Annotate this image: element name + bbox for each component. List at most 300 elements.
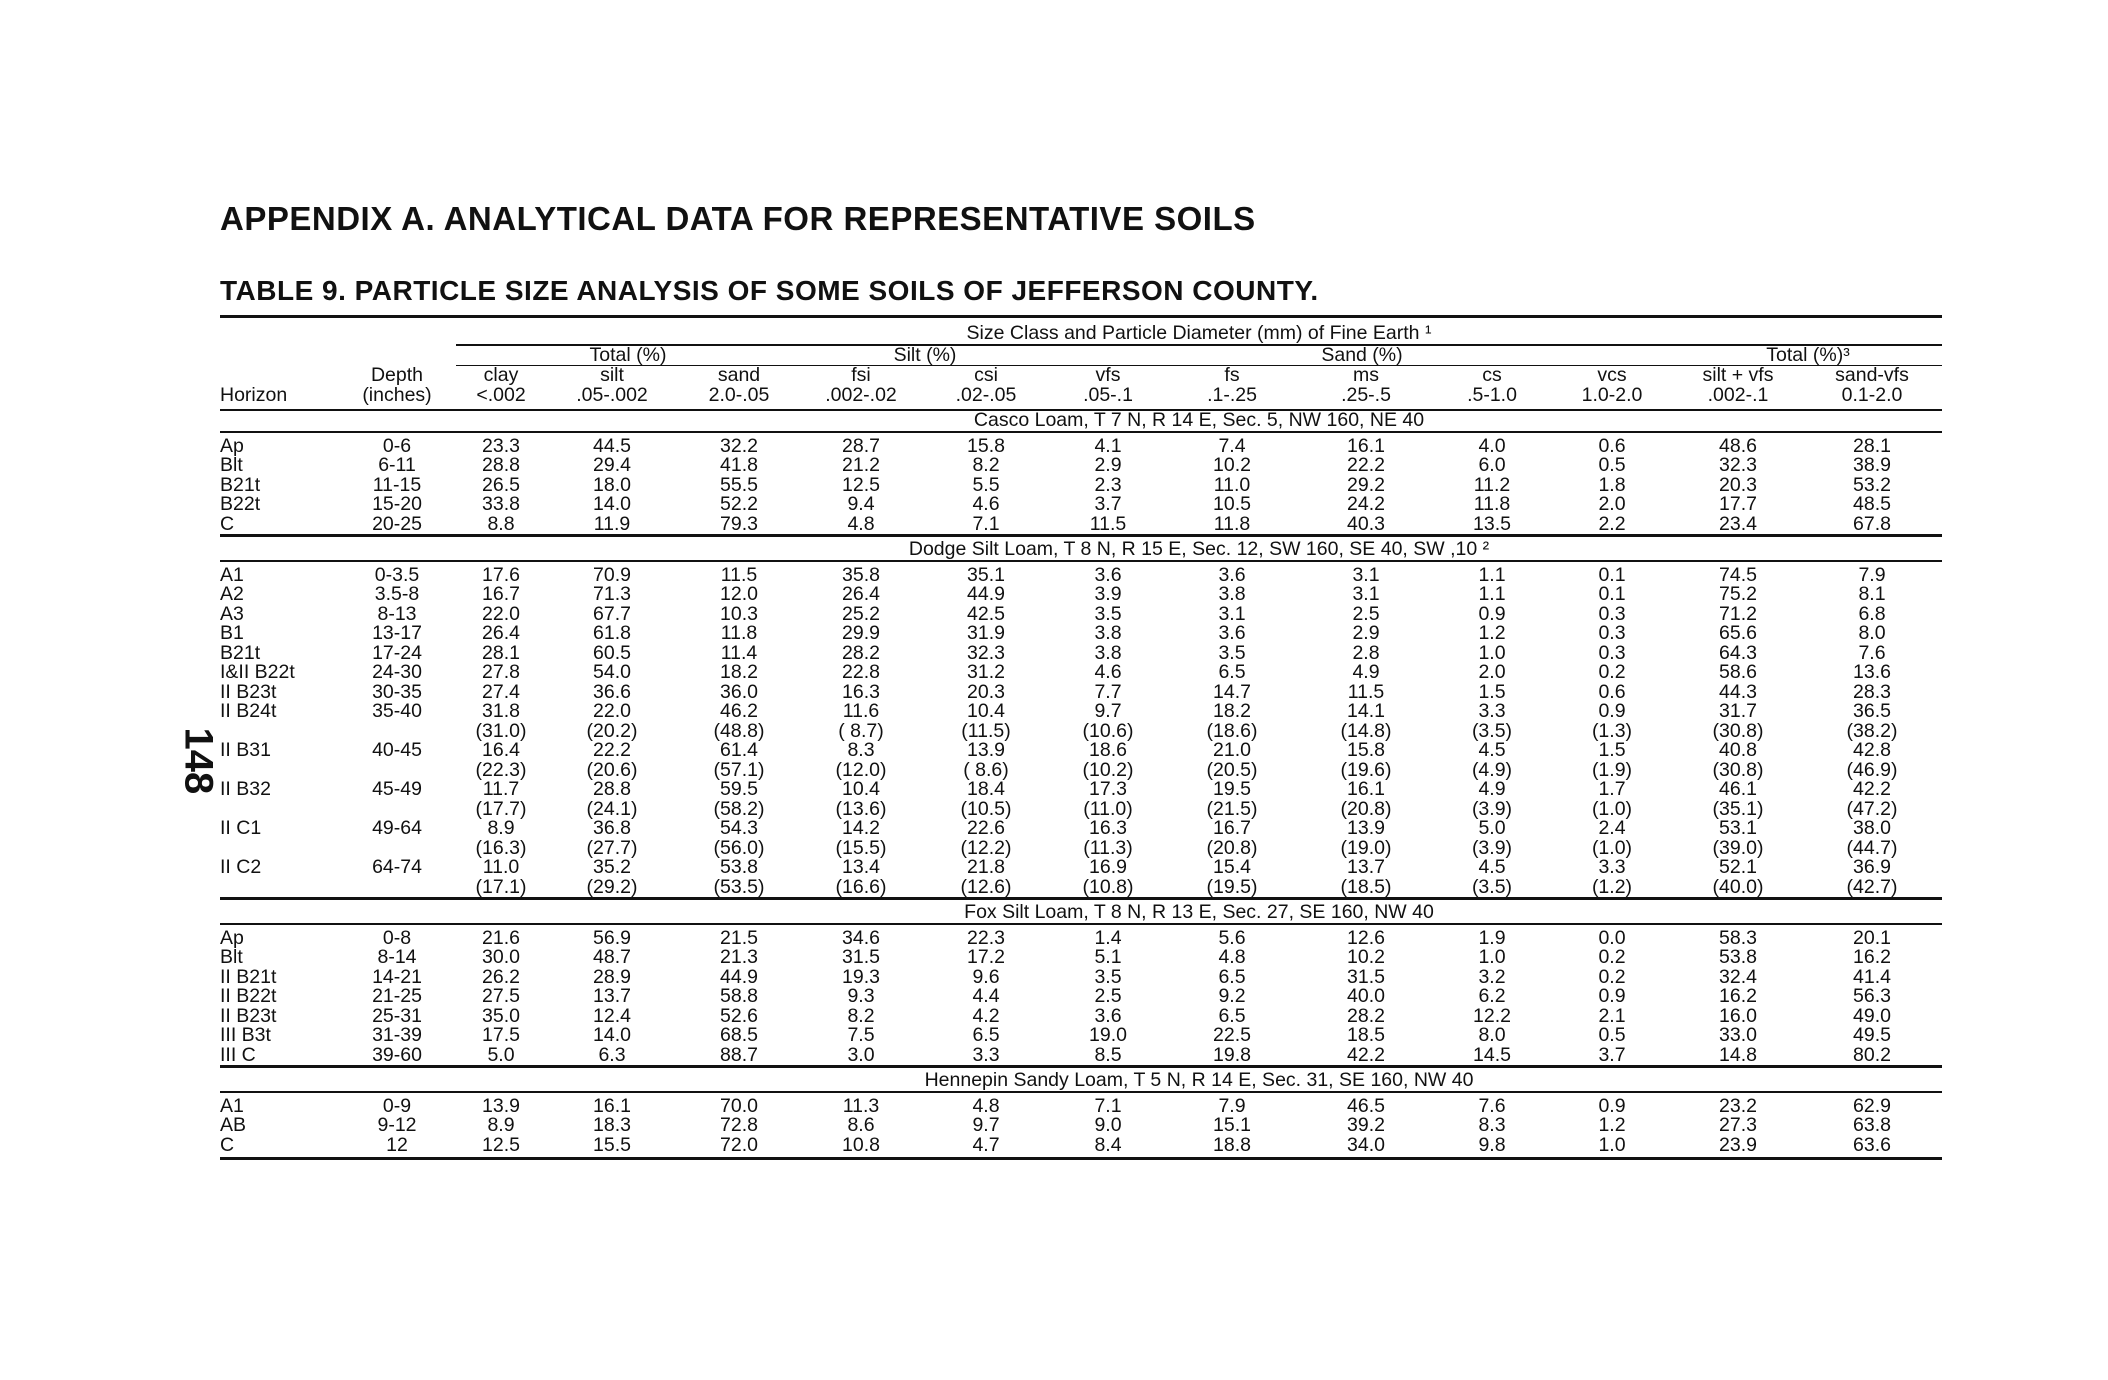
value-cell: 12.4 bbox=[593, 1004, 631, 1027]
value-cell: 65.6 bbox=[1719, 622, 1757, 644]
value-cell: 21.6 bbox=[482, 926, 520, 949]
value-cell: 7.1 bbox=[972, 512, 1000, 535]
depth-cell: 3.5-8 bbox=[374, 583, 420, 605]
value-cell: 14.5 bbox=[1473, 1043, 1511, 1066]
value-cell: 10.8 bbox=[842, 1133, 880, 1156]
table-title: TABLE 9. PARTICLE SIZE ANALYSIS OF SOME SOILS OF JEFFERSON COUNTY. bbox=[220, 275, 1319, 306]
depth-cell: 35-40 bbox=[372, 700, 422, 722]
value-cell: 22.3 bbox=[967, 926, 1005, 949]
value-cell: 7.6 bbox=[1478, 1094, 1506, 1117]
column-header-label: vcs bbox=[1597, 364, 1627, 386]
horizon-cell: Ap bbox=[220, 434, 244, 457]
value-cell: 7.4 bbox=[1218, 434, 1246, 457]
value-cell: 3.5 bbox=[1094, 965, 1122, 988]
value-cell: 19.3 bbox=[842, 965, 880, 988]
depth-cell: 0-3.5 bbox=[374, 563, 420, 586]
value-cell: 8.6 bbox=[847, 1114, 875, 1136]
value-cell: 2.8 bbox=[1352, 641, 1380, 664]
value-cell: 67.7 bbox=[593, 602, 631, 625]
value-cell: (20.8) bbox=[1340, 797, 1392, 820]
value-cell: 40.0 bbox=[1347, 985, 1385, 1007]
value-cell: 88.7 bbox=[720, 1043, 758, 1066]
value-cell: (11.5) bbox=[961, 719, 1011, 742]
value-cell: 32.3 bbox=[967, 641, 1005, 664]
value-cell: 27.4 bbox=[482, 680, 520, 703]
value-cell: 1.4 bbox=[1094, 926, 1122, 949]
value-cell: 1.0 bbox=[1478, 641, 1506, 664]
value-cell: 16.7 bbox=[1213, 817, 1251, 839]
value-cell: 17.3 bbox=[1089, 778, 1127, 800]
value-cell: 1.0 bbox=[1478, 946, 1506, 968]
value-cell: 18.2 bbox=[1213, 700, 1251, 722]
table-row bbox=[220, 780, 1942, 800]
column-header-range: 2.0-.05 bbox=[708, 383, 770, 406]
value-cell: 26.5 bbox=[482, 473, 520, 496]
table-row bbox=[220, 624, 1942, 644]
value-cell: 58.6 bbox=[1719, 661, 1757, 683]
value-cell: 8.9 bbox=[487, 817, 515, 839]
value-cell: (11.0) bbox=[1083, 797, 1133, 820]
value-cell: 9.4 bbox=[847, 493, 875, 515]
depth-cell: 20-25 bbox=[372, 512, 422, 535]
appendix-title: APPENDIX A. ANALYTICAL DATA FOR REPRESENTATIVE SOILS bbox=[220, 200, 1256, 237]
depth-cell bbox=[338, 878, 456, 899]
value-cell: 36.8 bbox=[593, 817, 631, 839]
value-cell: 0.0 bbox=[1598, 926, 1626, 949]
table-row bbox=[220, 800, 1942, 820]
value-cell: 71.3 bbox=[593, 583, 631, 605]
value-cell: 18.6 bbox=[1089, 739, 1127, 761]
value-cell: 3.6 bbox=[1094, 563, 1122, 586]
value-cell: 5.6 bbox=[1218, 926, 1246, 949]
horizon-cell: Ap bbox=[220, 926, 244, 949]
depth-cell: 9-12 bbox=[377, 1114, 417, 1136]
value-cell: (1.2) bbox=[1591, 875, 1633, 898]
value-cell: 28.7 bbox=[842, 434, 880, 457]
value-cell: 55.5 bbox=[720, 473, 758, 496]
column-header-label: sand-vfs bbox=[1835, 364, 1909, 386]
group-total3: Total (%)³ bbox=[1674, 345, 1942, 366]
value-cell: 1.1 bbox=[1478, 563, 1506, 586]
value-cell: 46.5 bbox=[1347, 1094, 1385, 1117]
group-total: Total (%) bbox=[456, 345, 800, 366]
horizon-cell: B22t bbox=[220, 493, 261, 515]
value-cell: 28.1 bbox=[482, 641, 520, 664]
value-cell: (16.6) bbox=[835, 875, 887, 898]
value-cell: 48.5 bbox=[1853, 493, 1891, 515]
value-cell: (18.6) bbox=[1206, 719, 1258, 742]
value-cell: 4.7 bbox=[972, 1133, 1000, 1156]
column-header-label: fs bbox=[1224, 364, 1240, 386]
value-cell: 58.8 bbox=[720, 985, 758, 1007]
value-cell: 13.7 bbox=[593, 985, 631, 1007]
value-cell: 13.4 bbox=[842, 856, 880, 878]
value-cell: (1.9) bbox=[1591, 758, 1633, 781]
value-cell: (10.6) bbox=[1082, 719, 1134, 742]
value-cell: 8.0 bbox=[1478, 1024, 1506, 1046]
value-cell: 0.3 bbox=[1598, 602, 1626, 625]
column-header-label: fsi bbox=[851, 364, 871, 386]
value-cell: ( 8.7) bbox=[838, 719, 884, 742]
value-cell: (1.0) bbox=[1591, 836, 1633, 859]
value-cell: 13.9 bbox=[1347, 817, 1385, 839]
value-cell: 48.6 bbox=[1719, 434, 1757, 457]
value-cell: 4.4 bbox=[972, 985, 1000, 1007]
value-cell: (30.8) bbox=[1712, 758, 1764, 781]
value-cell: 11.0 bbox=[482, 856, 520, 878]
value-cell: 16.3 bbox=[1089, 817, 1127, 839]
horizon-cell: B1 bbox=[220, 622, 244, 644]
value-cell: 6.0 bbox=[1478, 454, 1506, 476]
column-header-range: .1-.25 bbox=[1207, 383, 1257, 406]
value-cell: 31.9 bbox=[967, 622, 1005, 644]
column-header-range: .02-.05 bbox=[955, 383, 1017, 406]
value-cell: 23.2 bbox=[1719, 1094, 1757, 1117]
value-cell: 1.9 bbox=[1478, 926, 1506, 949]
value-cell: (47.2) bbox=[1846, 797, 1898, 820]
value-cell: 72.8 bbox=[720, 1114, 758, 1136]
table-row bbox=[220, 1136, 1942, 1156]
value-cell: 0.3 bbox=[1598, 622, 1626, 644]
value-cell: (3.9) bbox=[1471, 797, 1513, 820]
value-cell: 13.5 bbox=[1473, 512, 1511, 535]
depth-cell: 25-31 bbox=[372, 1004, 422, 1027]
value-cell: 3.6 bbox=[1094, 1004, 1122, 1027]
value-cell: (21.5) bbox=[1206, 797, 1258, 820]
value-cell: 3.3 bbox=[1598, 856, 1626, 878]
column-header-label: sand bbox=[717, 364, 761, 386]
value-cell: 8.4 bbox=[1094, 1133, 1122, 1156]
value-cell: 21.3 bbox=[720, 946, 758, 968]
value-cell: 0.9 bbox=[1478, 602, 1506, 625]
value-cell: 0.6 bbox=[1598, 680, 1626, 703]
column-header-range: 0.1-2.0 bbox=[1841, 383, 1903, 406]
value-cell: 32.4 bbox=[1719, 965, 1757, 988]
column-header-label bbox=[220, 366, 338, 386]
value-cell: 16.2 bbox=[1719, 985, 1757, 1007]
value-cell: (29.2) bbox=[586, 875, 638, 898]
value-cell: (20.8) bbox=[1206, 836, 1258, 859]
value-cell: 3.8 bbox=[1218, 583, 1246, 605]
depth-cell: 24-30 bbox=[372, 661, 422, 683]
value-cell: 9.7 bbox=[972, 1114, 1000, 1136]
depth-cell: 64-74 bbox=[372, 856, 422, 878]
value-cell: 8.2 bbox=[972, 454, 1000, 476]
table-row bbox=[220, 605, 1942, 625]
value-cell: 28.2 bbox=[842, 641, 880, 664]
table-row bbox=[220, 819, 1942, 839]
value-cell: 54.0 bbox=[593, 661, 631, 683]
horizon-cell: Blt bbox=[220, 946, 243, 968]
value-cell: 4.9 bbox=[1478, 778, 1506, 800]
value-cell: 7.5 bbox=[847, 1024, 875, 1046]
value-cell: (1.0) bbox=[1591, 797, 1633, 820]
value-cell: 44.9 bbox=[967, 583, 1005, 605]
value-cell: 6.2 bbox=[1478, 985, 1506, 1007]
value-cell: 27.3 bbox=[1719, 1114, 1757, 1136]
value-cell: 24.2 bbox=[1347, 493, 1385, 515]
value-cell: 9.2 bbox=[1218, 985, 1246, 1007]
value-cell: 14.0 bbox=[593, 493, 631, 515]
value-cell: 49.5 bbox=[1853, 1024, 1891, 1046]
value-cell: 11.8 bbox=[1473, 493, 1511, 515]
value-cell: 35.8 bbox=[842, 563, 880, 586]
value-cell: (19.0) bbox=[1340, 836, 1392, 859]
value-cell: 7.9 bbox=[1858, 563, 1886, 586]
table-row bbox=[220, 663, 1942, 683]
value-cell: 17.2 bbox=[967, 946, 1005, 968]
value-cell: 67.8 bbox=[1853, 512, 1891, 535]
value-cell: 11.9 bbox=[593, 512, 631, 535]
value-cell: 0.9 bbox=[1598, 1094, 1626, 1117]
section-title-row bbox=[220, 540, 1942, 561]
value-cell: 14.1 bbox=[1347, 700, 1385, 722]
value-cell: 74.5 bbox=[1719, 563, 1757, 586]
value-cell: 6.8 bbox=[1858, 602, 1886, 625]
value-cell: 11.5 bbox=[720, 563, 758, 586]
value-cell: 15.8 bbox=[1347, 739, 1385, 761]
value-cell: 34.6 bbox=[842, 926, 880, 949]
depth-cell: 21-25 bbox=[372, 985, 422, 1007]
column-header-range: .002-.1 bbox=[1707, 383, 1769, 406]
depth-cell: 8-13 bbox=[377, 602, 417, 625]
value-cell: (19.6) bbox=[1340, 758, 1392, 781]
value-cell: 10.5 bbox=[1213, 493, 1251, 515]
value-cell: 19.0 bbox=[1089, 1024, 1127, 1046]
value-cell: 32.2 bbox=[720, 434, 758, 457]
value-cell: 0.5 bbox=[1598, 1024, 1626, 1046]
horizon-cell: II B31 bbox=[220, 739, 271, 761]
value-cell: 75.2 bbox=[1719, 583, 1757, 605]
value-cell: 3.8 bbox=[1094, 641, 1122, 664]
value-cell: 1.0 bbox=[1598, 1133, 1626, 1156]
value-cell: 11.7 bbox=[482, 778, 520, 800]
horizon-cell: II B24t bbox=[220, 700, 277, 722]
value-cell: 52.6 bbox=[720, 1004, 758, 1027]
value-cell: (12.0) bbox=[835, 758, 887, 781]
value-cell: 8.8 bbox=[487, 512, 515, 535]
value-cell: 48.7 bbox=[593, 946, 631, 968]
horizon-cell: I&II B22t bbox=[220, 661, 295, 683]
value-cell: 11.8 bbox=[1213, 512, 1251, 535]
value-cell: 19.8 bbox=[1213, 1043, 1251, 1066]
value-cell: (20.6) bbox=[586, 758, 638, 781]
value-cell: (19.5) bbox=[1206, 875, 1258, 898]
value-cell: 2.3 bbox=[1094, 473, 1122, 496]
value-cell: 42.2 bbox=[1347, 1043, 1385, 1066]
horizon-cell: II B21t bbox=[220, 965, 277, 988]
value-cell: 8.1 bbox=[1858, 583, 1886, 605]
value-cell: 2.1 bbox=[1598, 1004, 1626, 1027]
value-cell: 70.0 bbox=[720, 1094, 758, 1117]
value-cell: 2.5 bbox=[1094, 985, 1122, 1007]
value-cell: 4.5 bbox=[1478, 739, 1506, 761]
value-cell: 46.1 bbox=[1719, 778, 1757, 800]
value-cell: 4.0 bbox=[1478, 434, 1506, 457]
value-cell: (20.5) bbox=[1206, 758, 1258, 781]
value-cell: 53.8 bbox=[720, 856, 758, 878]
horizon-cell: B21t bbox=[220, 641, 261, 664]
value-cell: 8.2 bbox=[847, 1004, 875, 1027]
value-cell: 41.8 bbox=[720, 454, 758, 476]
value-cell: 12.5 bbox=[842, 473, 880, 496]
horizon-cell: A3 bbox=[220, 602, 244, 625]
depth-cell: 0-6 bbox=[382, 434, 412, 457]
value-cell: 40.8 bbox=[1719, 739, 1757, 761]
value-cell: 17.6 bbox=[482, 563, 520, 586]
value-cell: 72.0 bbox=[720, 1133, 758, 1156]
value-cell: 52.1 bbox=[1719, 856, 1757, 878]
section-title: Casco Loam, T 7 N, R 14 E, Sec. 5, NW 160, NE 40 bbox=[456, 410, 1942, 432]
section-title-row bbox=[220, 903, 1942, 924]
value-cell: 12.0 bbox=[720, 583, 758, 605]
value-cell: 11.5 bbox=[1347, 680, 1385, 703]
table-row bbox=[220, 761, 1942, 781]
column-header-range: Horizon bbox=[220, 383, 288, 406]
value-cell: 36.6 bbox=[593, 680, 631, 703]
column-header-range: <.002 bbox=[476, 383, 526, 406]
value-cell: 63.6 bbox=[1853, 1133, 1891, 1156]
value-cell: (3.9) bbox=[1471, 836, 1513, 859]
depth-cell: 40-45 bbox=[372, 739, 422, 761]
table-row bbox=[220, 1046, 1942, 1067]
value-cell: (20.2) bbox=[586, 719, 638, 742]
depth-cell: 13-17 bbox=[372, 622, 422, 644]
value-cell: 3.7 bbox=[1094, 493, 1122, 515]
value-cell: 80.2 bbox=[1853, 1043, 1891, 1066]
value-cell: 18.8 bbox=[1213, 1133, 1251, 1156]
value-cell: 13.7 bbox=[1347, 856, 1385, 878]
value-cell: 9.0 bbox=[1094, 1114, 1122, 1136]
table-row bbox=[220, 1097, 1942, 1117]
value-cell: 1.8 bbox=[1598, 473, 1626, 496]
value-cell: 29.4 bbox=[593, 454, 631, 476]
value-cell: 10.2 bbox=[1213, 454, 1251, 476]
value-cell: 16.7 bbox=[482, 583, 520, 605]
value-cell: 22.2 bbox=[593, 739, 631, 761]
value-cell: 28.8 bbox=[482, 454, 520, 476]
table-row bbox=[220, 929, 1942, 949]
value-cell: 10.3 bbox=[720, 602, 758, 625]
value-cell: 31.7 bbox=[1719, 700, 1757, 722]
column-header-label: cs bbox=[1482, 364, 1502, 386]
value-cell: 12.6 bbox=[1347, 926, 1385, 949]
value-cell: 42.5 bbox=[967, 602, 1005, 625]
value-cell: 4.2 bbox=[972, 1004, 1000, 1027]
column-header-label: silt + vfs bbox=[1702, 364, 1774, 386]
value-cell: (3.5) bbox=[1471, 719, 1513, 742]
value-cell: 2.0 bbox=[1598, 493, 1626, 515]
column-header-label: clay bbox=[483, 364, 519, 386]
value-cell: 26.4 bbox=[482, 622, 520, 644]
horizon-cell: C bbox=[220, 1133, 235, 1156]
value-cell: (1.3) bbox=[1591, 719, 1633, 742]
value-cell: 14.0 bbox=[593, 1024, 631, 1046]
value-cell: 44.3 bbox=[1719, 680, 1757, 703]
value-cell: (4.9) bbox=[1471, 758, 1513, 781]
value-cell: (14.8) bbox=[1340, 719, 1392, 742]
value-cell: 38.0 bbox=[1853, 817, 1891, 839]
depth-cell: 6-11 bbox=[378, 454, 416, 476]
column-header-range: .05-.002 bbox=[576, 383, 648, 406]
value-cell: 11.0 bbox=[1213, 473, 1251, 496]
depth-cell: 0-8 bbox=[382, 926, 412, 949]
value-cell: 33.0 bbox=[1719, 1024, 1757, 1046]
column-header-label: csi bbox=[974, 364, 998, 386]
value-cell: 53.8 bbox=[1719, 946, 1757, 968]
depth-cell: 17-24 bbox=[372, 641, 422, 664]
size-class-header: Size Class and Particle Diameter (mm) of Fine Earth ¹ bbox=[456, 324, 1942, 345]
horizon-cell: AB bbox=[220, 1114, 247, 1136]
value-cell: 16.0 bbox=[1719, 1004, 1757, 1027]
table-row bbox=[220, 456, 1942, 476]
depth-cell: 39-60 bbox=[372, 1043, 422, 1066]
particle-size-table bbox=[220, 315, 1942, 1160]
column-header-range: .25-.5 bbox=[1341, 383, 1391, 406]
value-cell: 2.4 bbox=[1598, 817, 1626, 839]
value-cell: (10.5) bbox=[960, 797, 1012, 820]
value-cell: 11.8 bbox=[720, 622, 758, 644]
value-cell: 14.8 bbox=[1719, 1043, 1757, 1066]
value-cell: 11.6 bbox=[842, 700, 880, 722]
depth-cell: 49-64 bbox=[372, 817, 422, 839]
value-cell: 18.2 bbox=[720, 661, 758, 683]
value-cell: 13.9 bbox=[482, 1094, 520, 1117]
value-cell: 31.5 bbox=[842, 946, 880, 968]
table-bottom-rule bbox=[220, 1155, 1942, 1159]
value-cell: 12.5 bbox=[482, 1133, 520, 1156]
value-cell: 4.8 bbox=[972, 1094, 1000, 1117]
value-cell: 16.2 bbox=[1853, 946, 1891, 968]
value-cell: 7.1 bbox=[1094, 1094, 1122, 1117]
value-cell: 3.1 bbox=[1352, 583, 1380, 605]
value-cell: 4.8 bbox=[1218, 946, 1246, 968]
column-header-label: Depth bbox=[370, 364, 424, 386]
value-cell: 3.6 bbox=[1218, 563, 1246, 586]
value-cell: 16.1 bbox=[1347, 434, 1385, 457]
depth-cell: 8-14 bbox=[377, 946, 417, 968]
table-row bbox=[220, 1026, 1942, 1046]
value-cell: 18.5 bbox=[1347, 1024, 1385, 1046]
value-cell: 11.5 bbox=[1089, 512, 1127, 535]
value-cell: 3.7 bbox=[1598, 1043, 1626, 1066]
value-cell: 9.7 bbox=[1094, 700, 1122, 722]
value-cell: 1.2 bbox=[1598, 1114, 1626, 1136]
column-header-range: 1.0-2.0 bbox=[1581, 383, 1643, 406]
table-row bbox=[220, 495, 1942, 515]
value-cell: 8.5 bbox=[1094, 1043, 1122, 1066]
value-cell: 68.5 bbox=[720, 1024, 758, 1046]
value-cell: 0.3 bbox=[1598, 641, 1626, 664]
horizon-cell: C bbox=[220, 512, 235, 535]
value-cell: 44.5 bbox=[593, 434, 631, 457]
value-cell: (12.2) bbox=[960, 836, 1012, 859]
value-cell: 2.0 bbox=[1478, 661, 1506, 683]
value-cell: 52.2 bbox=[720, 493, 758, 515]
value-cell: 4.6 bbox=[1094, 661, 1122, 683]
value-cell: 0.1 bbox=[1598, 563, 1626, 586]
depth-cell: 15-20 bbox=[372, 493, 422, 515]
value-cell: 33.8 bbox=[482, 493, 520, 515]
value-cell: 54.3 bbox=[720, 817, 758, 839]
value-cell: 28.9 bbox=[593, 965, 631, 988]
value-cell: 28.8 bbox=[593, 778, 631, 800]
value-cell: 27.5 bbox=[482, 985, 520, 1007]
table-row bbox=[220, 1116, 1942, 1136]
value-cell: 4.6 bbox=[972, 493, 1000, 515]
column-header-range: .5-1.0 bbox=[1467, 383, 1517, 406]
value-cell: 18.0 bbox=[593, 473, 631, 496]
